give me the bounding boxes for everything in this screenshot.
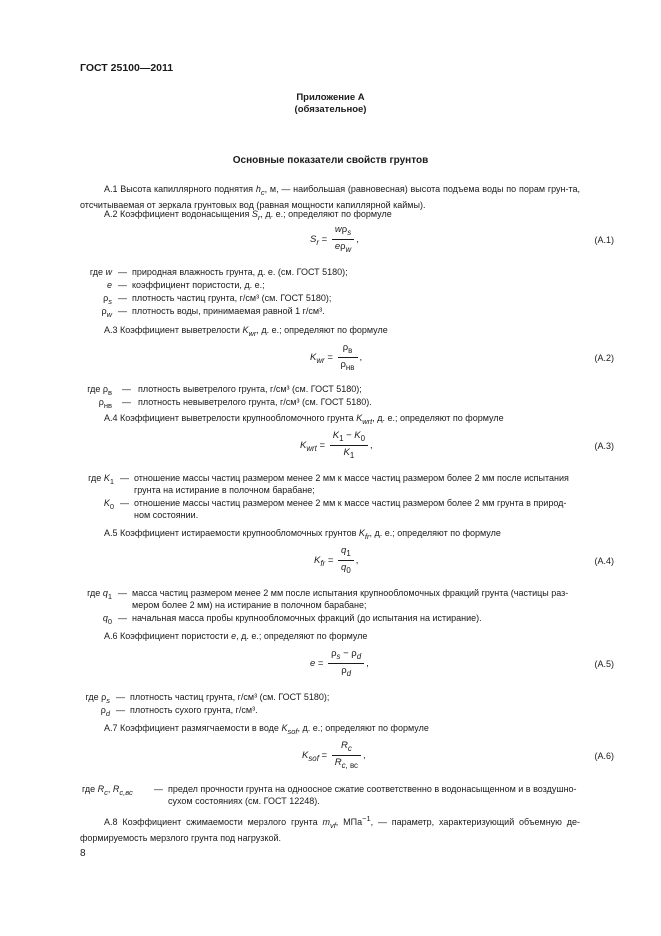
- paragraph-a5: А.5 Коэффициент истираемости крупнообломочных грунтов $K_{fr}$, д. е.; определяют по формуле: [104, 528, 501, 541]
- definitions-a2: [82, 383, 582, 409]
- paragraph-a4: А.4 Коэффициент выветрелости крупнообломочного грунта $K_{wrt}$, д. е.; определяют по формуле: [104, 413, 504, 426]
- paragraph-a2: А.2 Коэффициент водонасыщения $S_r$, д. е.; определяют по формуле: [104, 209, 392, 222]
- clause-number: А.3: [104, 325, 118, 335]
- definition-row: $\rho_{нв}$ — плотность невыветрелого грунта, г/см³ (см. ГОСТ 5180).: [98, 397, 372, 410]
- clause-number: А.6: [104, 631, 118, 641]
- definition-row: где $K_1$ — отношение массы частиц размером менее 2 мм к массе частиц размером более 2 мм после испытания грунта на истирание в полочном барабане;: [88, 473, 569, 495]
- clause-number: А.8: [104, 817, 118, 827]
- clause-number: А.5: [104, 528, 118, 538]
- definition-row: где $R_c$, $R_{c,вс}$ — предел прочности грунта на одноосное сжатие соответственно в водонасыщенном и в воздушно-сухом состояниях (см. ГОСТ 12248).: [82, 784, 577, 806]
- paragraph-a6: А.6 Коэффициент пористости e, д. е.; определяют по формуле: [104, 631, 368, 641]
- paragraph-a3: А.3 Коэффициент выветрелости $K_{wr}$, д. е.; определяют по формуле: [104, 325, 388, 338]
- formula-a6: $K_{sof}$ = $\frac{R_c}{R_{c, вс}}$ ,: [302, 740, 366, 770]
- formula-a1: $S_r$ = $\frac{w\rho_s}{e\rho_w}$ ,: [310, 224, 359, 254]
- symbol: q: [102, 588, 108, 598]
- definition-row: $q_0$ — начальная масса пробы крупнообломочных фракций (до испытания на истирание).: [102, 613, 482, 626]
- clause-number: А.7: [104, 723, 118, 733]
- fraction: $\frac{q_1}{q_0}$: [338, 545, 354, 576]
- symbol: R: [97, 784, 105, 794]
- equation-number: (A.5): [594, 659, 614, 669]
- definition-row: где w — природная влажность грунта, д. е. (см. ГОСТ 5180);: [89, 267, 348, 277]
- paragraph-a8: А.8 Коэффициент сжимаемости мерзлого грунта $m_{vf}$, МПа$^{-1}$, — параметр, характеризующий объемную де-формируемость мерзлого грунта под нагрузкой.: [80, 814, 580, 843]
- page-number: 8: [80, 848, 86, 859]
- section-title: Основные показатели свойств грунтов: [232, 155, 429, 166]
- definition-row: $K_0$ — отношение массы частиц размером менее 2 мм к массе частиц размером более 2 мм грунта в природ-ном состоянии.: [103, 498, 567, 520]
- paragraph-a7: А.7 Коэффициент размягчаемости в воде $K_{sof}$, д. е.; определяют по формуле: [104, 723, 429, 736]
- symbol: ρ: [102, 384, 109, 394]
- definitions-a5: [82, 691, 582, 717]
- symbol: q: [102, 613, 108, 623]
- fraction: $\frac{\rho_в}{\rho_{нв}}$: [338, 342, 358, 373]
- fraction: $\frac{w\rho_s}{e\rho_w}$: [332, 224, 354, 255]
- fraction: $\frac{K_1 - K_0}{K_1}$: [330, 430, 368, 461]
- definition-row: $\rho_d$ — плотность сухого грунта, г/см³.: [100, 705, 258, 718]
- definitions-a6: [82, 783, 582, 808]
- symbol: K: [103, 473, 110, 483]
- equation-number: (A.4): [594, 556, 614, 566]
- fraction: $\frac{\rho_s - \rho_d}{\rho_d}$: [328, 648, 364, 679]
- symbol: R: [112, 784, 120, 794]
- definition-row: где $\rho_в$ — плотность выветрелого грунта, г/см³ (см. ГОСТ 5180);: [87, 384, 362, 397]
- symbol: ρ: [103, 293, 109, 303]
- symbol: e: [106, 280, 112, 290]
- appendix-title: Приложение А: [296, 92, 365, 103]
- definitions-a4: [82, 587, 582, 625]
- formula-a3: $K_{wrt}$ = $\frac{K_1 - K_0}{K_1}$ ,: [300, 430, 373, 460]
- symbol: w: [105, 267, 112, 277]
- appendix-status: (обязательное): [294, 104, 367, 115]
- definitions-a3: [82, 472, 582, 522]
- document-code: ГОСТ 25100—2011: [80, 62, 174, 74]
- formula-a5: e = $\frac{\rho_s - \rho_d}{\rho_d}$ ,: [310, 648, 369, 678]
- equation-number: (A.2): [594, 353, 614, 363]
- definitions-a1: [82, 266, 582, 318]
- clause-number: А.4: [104, 413, 118, 423]
- formula-a2: $K_{wr}$ = $\frac{\rho_в}{\rho_{нв}}$ ,: [310, 342, 363, 372]
- clause-number: А.2: [104, 209, 118, 219]
- clause-number: А.1: [104, 184, 118, 194]
- symbol: ρ: [101, 692, 107, 702]
- definition-row: где $\rho_s$ — плотность частиц грунта, г/см³ (см. ГОСТ 5180);: [85, 692, 330, 705]
- equation-number: (A.6): [594, 751, 614, 761]
- equation-number: (A.1): [594, 235, 614, 245]
- symbol: ρ: [101, 306, 107, 316]
- definition-row: $\rho_w$ — плотность воды, принимаемая равной 1 г/см³.: [101, 306, 325, 319]
- symbol: ρ: [100, 705, 106, 715]
- symbol: ρ: [98, 397, 104, 407]
- paragraph-a1: А.1 Высота капиллярного поднятия $h_c$, м, — наибольшая (равновесная) высота подъема воды по порам грун-та, отсчитываемая от зеркала грунтовых вод (равная мощности капиллярной каймы).: [80, 184, 580, 210]
- symbol: K: [103, 498, 110, 508]
- fraction: $\frac{R_c}{R_{c, вс}}$: [332, 740, 361, 771]
- formula-a4: $K_{fr}$ = $\frac{q_1}{q_0}$ ,: [314, 545, 359, 575]
- definition-row: $\rho_s$ — плотность частиц грунта, г/см³ (см. ГОСТ 5180);: [103, 293, 332, 306]
- definition-row: где $q_1$ — масса частиц размером менее 2 мм после испытания крупнообломочных фракций грунта (частицы раз-мером более 2 мм) на истирание в полочном барабане;: [87, 588, 569, 610]
- equation-number: (A.3): [594, 441, 614, 451]
- definition-row: e — коэффициент пористости, д. е.;: [106, 280, 265, 290]
